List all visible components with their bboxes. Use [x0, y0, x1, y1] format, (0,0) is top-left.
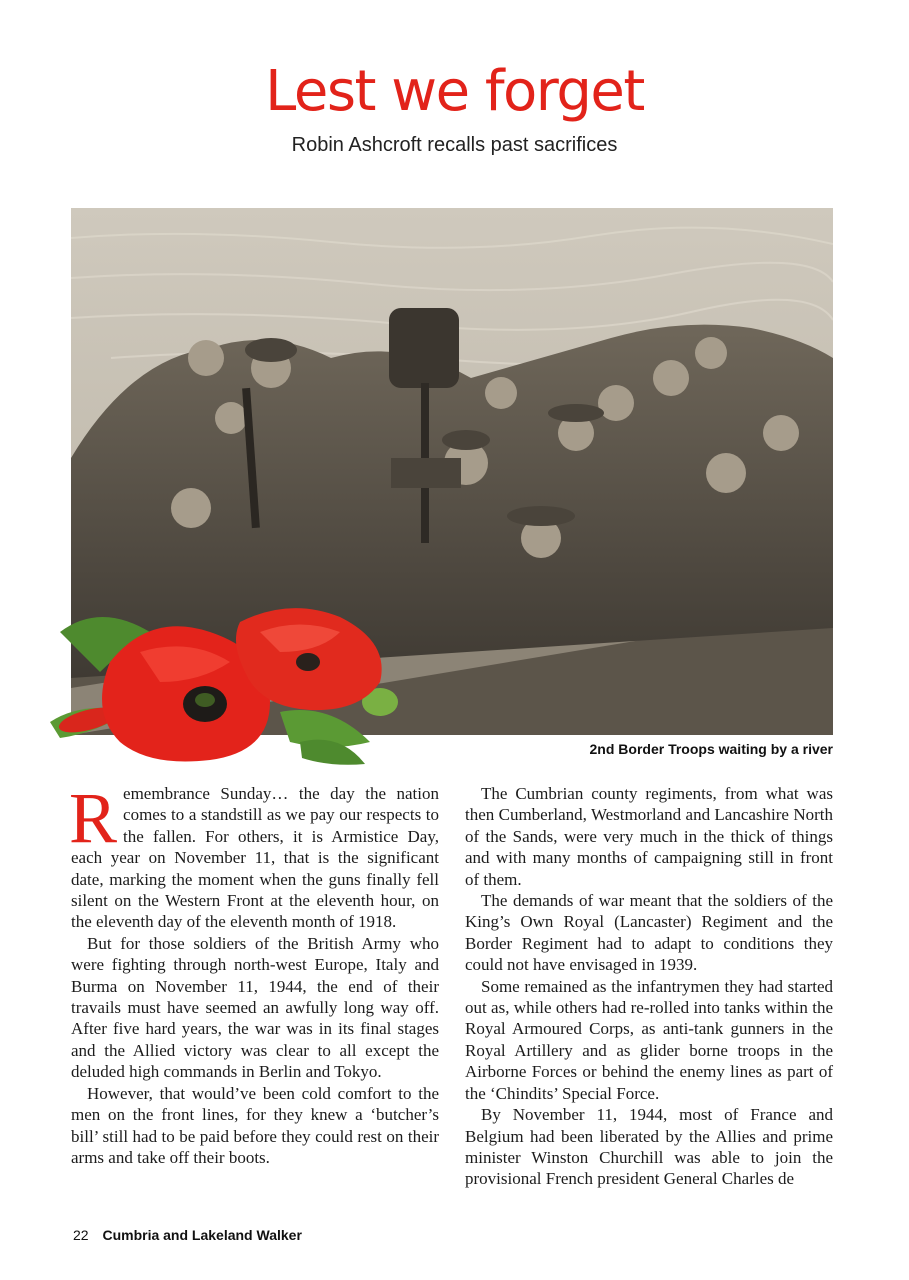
page-number: 22 — [73, 1227, 89, 1243]
drop-cap: R — [69, 778, 118, 858]
article-column-right — [465, 783, 833, 1190]
article-paragraph: Remembrance Sunday… the day the nation comes to a standstill as we pay our respects to the fallen. For others, it is Armistice Day, each year on November 11, that is the significant date, marking the moment when the guns finally fell silent on the Western Front at the eleventh hour, on the eleventh day of the eleventh month of 1918. — [69, 778, 439, 932]
article-subtitle: Robin Ashcroft recalls past sacrifices — [291, 134, 618, 156]
article-paragraph: The demands of war meant that the soldiers of the King’s Own Royal (Lancaster) Regiment and the Border Regiment had to adapt to conditions they could not have envisaged in 1939. — [465, 891, 833, 975]
article-paragraph: However, that would’ve been cold comfort to the men on the front lines, for they knew a ‘butcher’s bill’ still had to be paid before they could rest on their arms and take off their boots. — [71, 1083, 439, 1167]
photo-caption: 2nd Border Troops waiting by a river — [589, 741, 833, 757]
article-paragraph: Some remained as the infantrymen they had started out as, while others had re-rolled into tanks within the Royal Armoured Corps, as anti-tank gunners in the Royal Artillery and as glider borne troops in the Airborne Forces or behind the enemy lines as part of the ‘Chindits’ Special Force. — [465, 976, 833, 1103]
magazine-name: Cumbria and Lakeland Walker — [102, 1227, 302, 1243]
article-title: Lest we forget — [265, 59, 644, 124]
poppy-illustration — [40, 592, 400, 767]
page-footer — [73, 1227, 302, 1243]
article-paragraph: But for those soldiers of the British Army who were fighting through north-west Europe, Italy and Burma on November 11, 1944, the end of their travails must have seemed an awfully long way off. After five hard years, the war was in its final stages and the Allied victory was clear to all except the deluded high commands in Berlin and Tokyo. — [71, 933, 439, 1082]
article-column-left — [69, 778, 439, 1168]
article-paragraph: By November 11, 1944, most of France and Belgium had been liberated by the Allies and prime minister Winston Churchill was able to join the provisional French president General Charles de — [465, 1105, 833, 1189]
article-paragraph: The Cumbrian county regiments, from what was then Cumberland, Westmorland and Lancashire North of the Sands, were very much in the thick of things and with many months of campaigning still in front of them. — [465, 784, 833, 889]
